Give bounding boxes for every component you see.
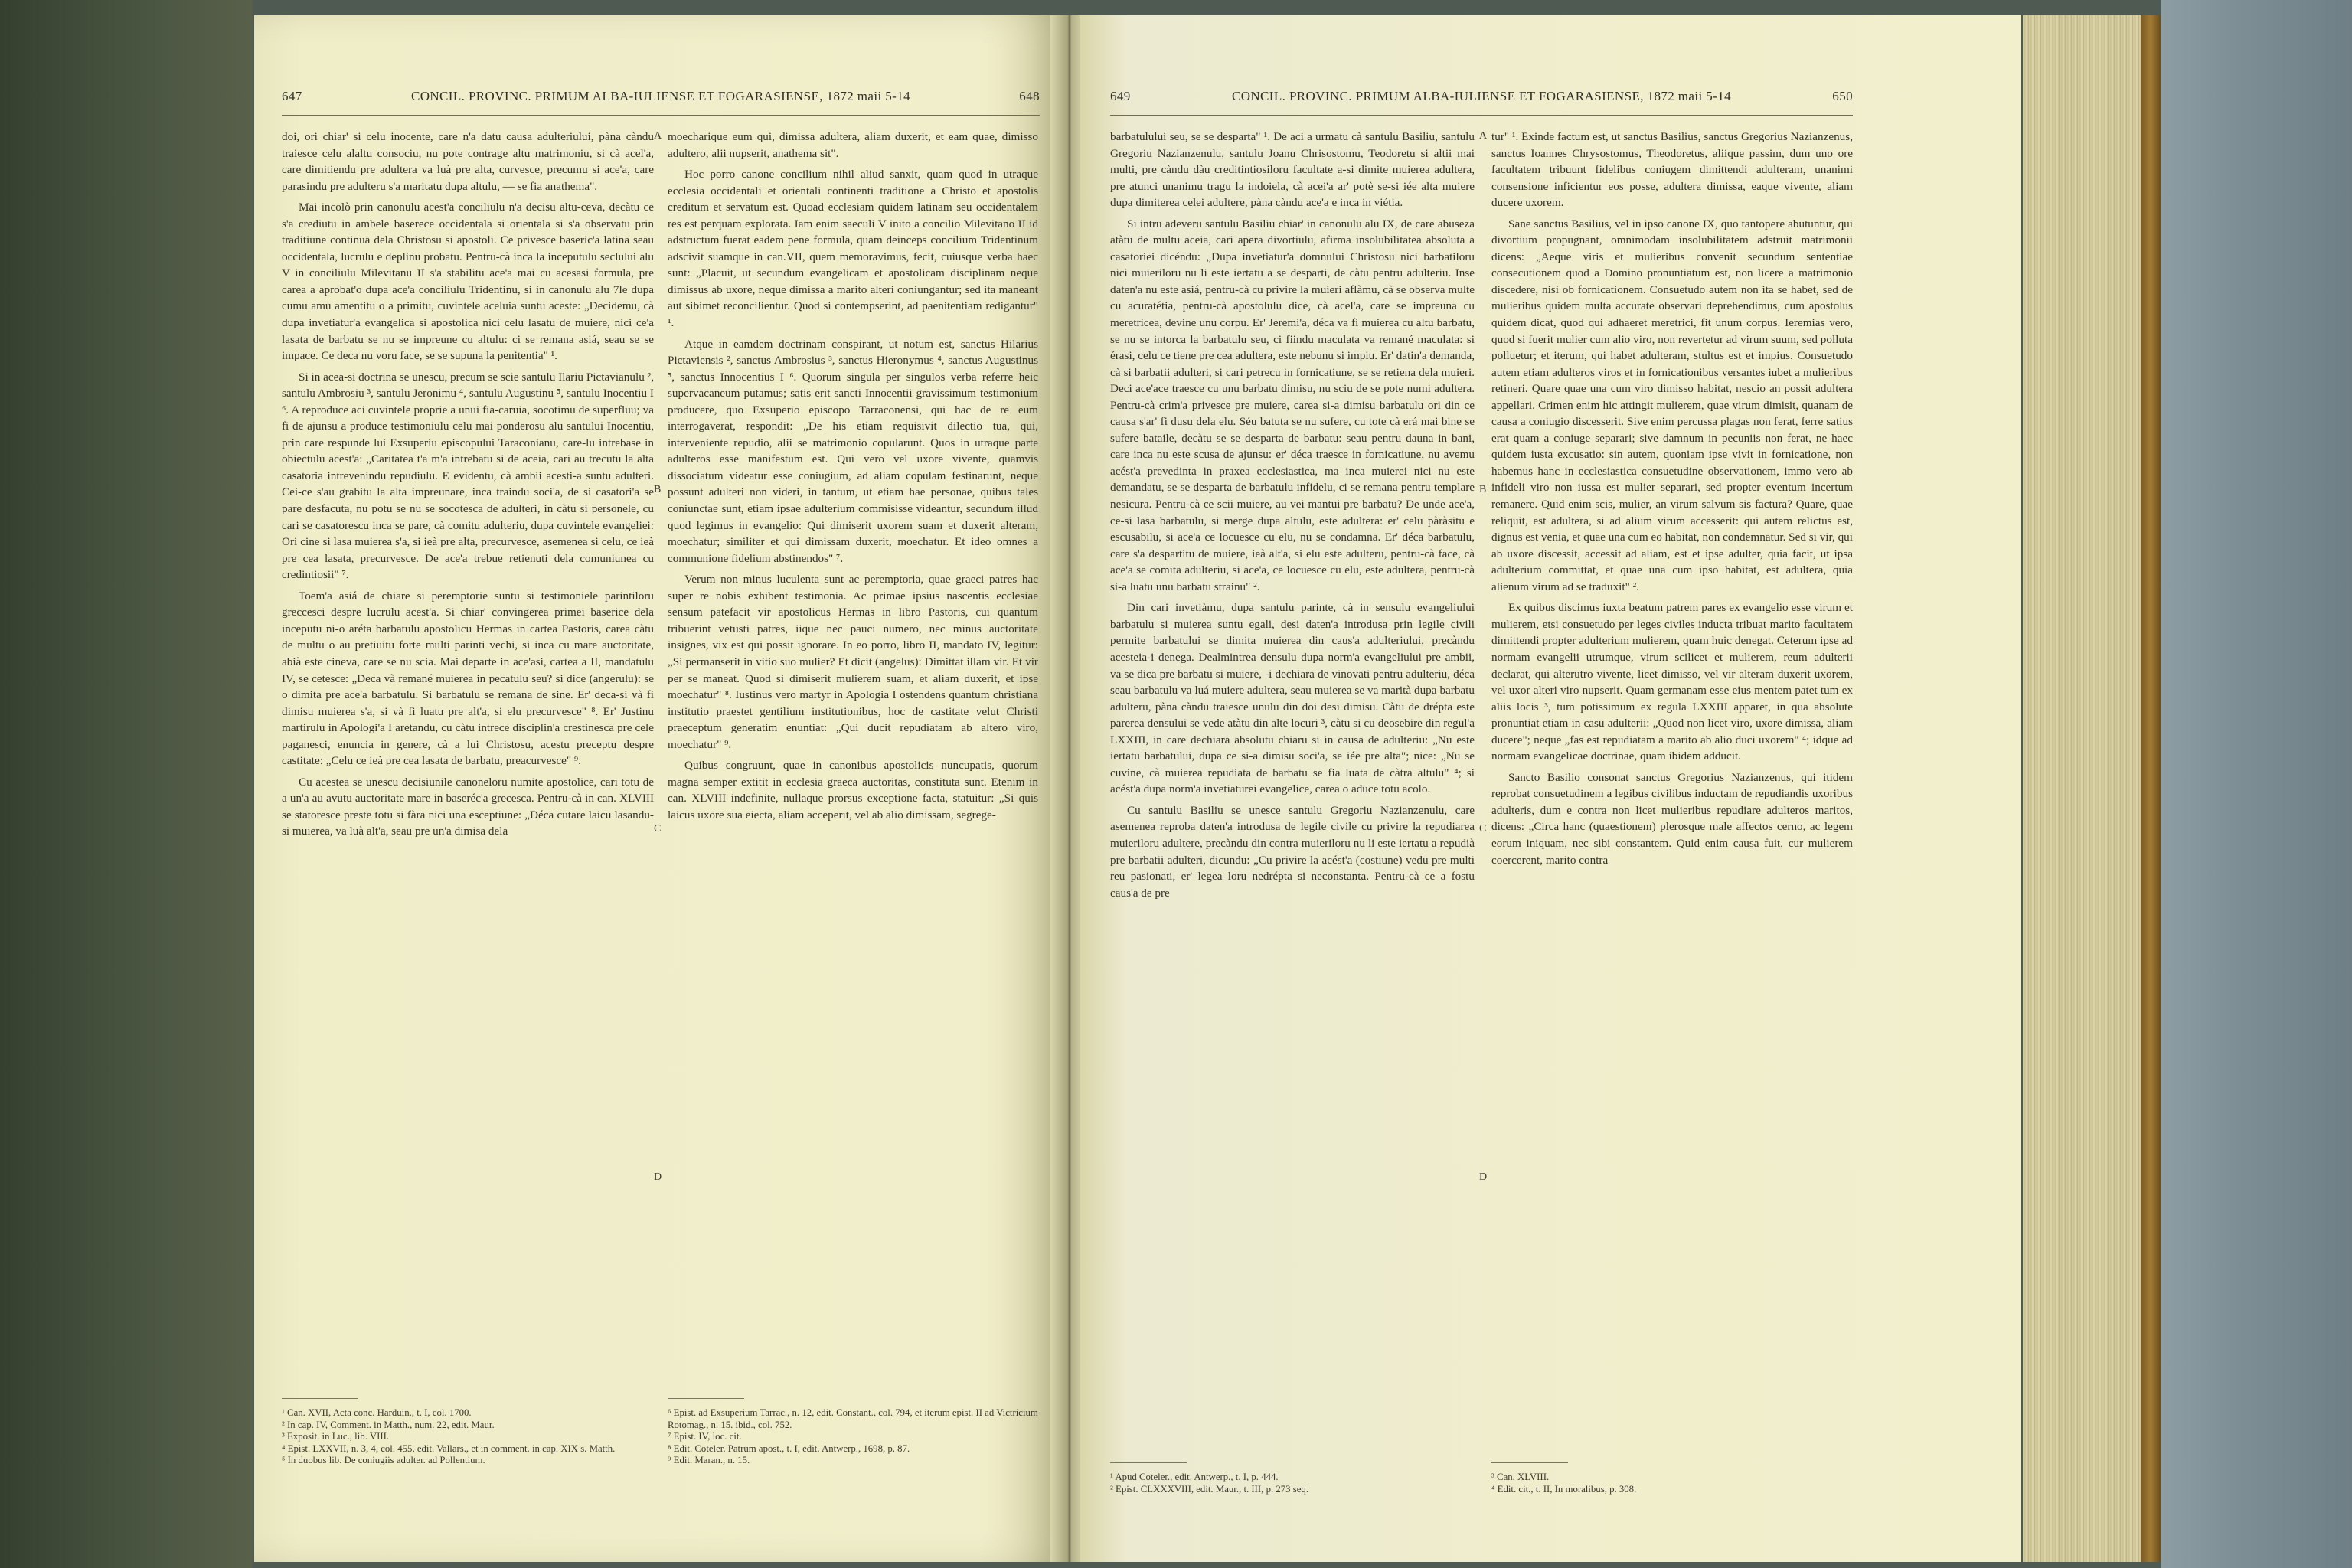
paragraph: Cu acestea se unescu decisiunile canoneloru numite apostolice, cari totu de a un'a au avutu auctoritate mare in baseréc'a grecesca. Pentru-cà in can. XLVIII se statoresce preste totu si fàra nici una esceptiune: „Déca cutare laicu lasandu-si muierea, va luà alt'a, seau pre un'a dimisa dela bbox=[282, 775, 654, 838]
book-fore-edge bbox=[2023, 15, 2161, 1562]
header-rule bbox=[282, 115, 1040, 116]
footnotes-left bbox=[282, 1407, 654, 1467]
section-marker: C bbox=[1479, 823, 1487, 835]
desk-background-right bbox=[2161, 0, 2352, 1568]
right-page bbox=[1080, 15, 2021, 1562]
footnote: ¹ Can. XVII, Acta conc. Harduin., t. I, col. 1700. bbox=[282, 1407, 472, 1418]
page-number: 647 bbox=[282, 89, 302, 103]
page-number: 648 bbox=[1019, 89, 1040, 103]
footnotes-right bbox=[1491, 1472, 1853, 1495]
paragraph: Si in acea-si doctrina se unescu, precum se scie santulu Ilariu Pictavianulu ², santulu Ambrosiu ³, santulu Jeronimu ⁴, santulu Augustinu ⁵, santulu Inocentiu I ⁶. A reproduce aci cuvintele proprie a unui fia-caruia, socotimu de superfluu; va fi de ajunsu a produce testimoniulu celu mai ponderosu alu santului Inocentiu, prin care respunde lui Exsuperiu episcopului Taraconianu, care-lu intrebase in obiectulu acest'a: „Caritatea t'a m'a intrebatu si de aceia, cari au trecutu la alta casatoria intrevenindu repudiulu. E evidentu, cà ambii acesti-a suntu adulteri. Cei-ce s'au grabitu la alta impreunare, inca traindu soci'a, de si casatori'a se pare desfacuta, nu potu se nu se socotesca de adulteri, in càtu si personele, cu cari se casatorescu inca se pare, cà comitu adulteriu, dupa cuvintele evangeliei: Ori cine si lasa muierea s'a, si ieà pre alta, precurvesce, asemenea si celu, ce ieà pre cea lasata, precurvesce. De ace'a trebue retienuti dela comuniunea cu credintiosii" ⁷. bbox=[282, 370, 654, 582]
footnote: ⁴ Epist. LXXVII, n. 3, 4, col. 455, edit. Vallars., et in comment. in cap. XIX s. Matth. bbox=[282, 1442, 616, 1454]
running-title: CONCIL. PROVINC. PRIMUM ALBA-IULIENSE ET FOGARASIENSE, 1872 maii 5-14 bbox=[410, 89, 911, 103]
running-title: CONCIL. PROVINC. PRIMUM ALBA-IULIENSE ET FOGARASIENSE, 1872 maii 5-14 bbox=[1231, 89, 1732, 103]
romanian-column bbox=[1110, 129, 1475, 901]
footnote: ⁸ Edit. Coteler. Patrum apost., t. I, edit. Antwerp., 1698, p. 87. bbox=[668, 1442, 910, 1454]
right-page-header bbox=[1110, 89, 1853, 110]
paragraph: Din cari invetiàmu, dupa santulu parinte, cà in sensulu evangeliului barbatulu si muierea suntu egali, desi daten'a introdusa prin legile civili permite barbatului se dimita muierea din caus'a adulteriului, precàndu acesteia-i denega. Dealmintrea densulu dupa norm'a evangeliului pre ambii, va se dica pre barbatu si muiere, -i dechiara de vinovati pentru adulteriu, déca seau barbatulu va luá muiere adultera, seau muierea se va marità dupa barbatu adulteru, pàna càndu traiesce unulu din doi desi dimisu. Càtu de drépta este parerea densului se vede atàtu din alte locuri ³, càtu si cu deosebire din regul'a LXXIII, in care dechiara absolutu chiaru si in causa de adulteriu: „Nu este iertatu barbatului, dupa ce si-a dimisu soci'a, se iée pre alta"; nice: „Nu se cuvine, cà muierea repudiata de barbatu se fia luata de càtra altulu" ⁴; si acést'a dupa norm'a invetiaturei evangelice, carea o aduce totu acolo. bbox=[1110, 601, 1475, 796]
footnote: ⁶ Epist. ad Exsuperium Tarrac., n. 12, edit. Constant., col. 794, et iterum epist. II ad Victricium Rotomag., n. 15. ibid., col. 752. bbox=[668, 1407, 1038, 1430]
footnote: ² In cap. IV, Comment. in Matth., num. 22, edit. Maur. bbox=[282, 1419, 495, 1430]
section-marker: A bbox=[654, 130, 662, 142]
left-page bbox=[254, 15, 1060, 1562]
section-marker: C bbox=[654, 823, 662, 835]
page-number: 650 bbox=[1832, 89, 1853, 103]
paragraph: Mai incolò prin canonulu acest'a conciliulu n'a decisu altu-ceva, decàtu ce s'a crediutu in ambele baserece occidentala si orientala si s'a observatu prin traditiune continua dela Christosu si apostoli. Ce privesce baseric'a latina seau occidentala, lucrulu e deplinu probatu. Pentru-cà inca la inceputulu seclului alu V in conciliulu Milevitanu II s'a stabilitu ace'a mai cu acesasi formula, pre carea a aprobat'o dupa ace'a conciliulu Tridentinu, si in canonulu alu 7le dupa cumu amu amentitu o a primitu, cuvintele aceluia suntu aceste: „Decidemu, cà dupa invetiatur'a evangelica si apostolica nici celu lasatu de muiere, nici ce'a lasata de barbatu se nu se impreune cu altulu: ci se remana asiá, seau se se impace. Ce deca nu voru face, se se supuna la penitentia" ¹. bbox=[282, 201, 654, 363]
footnote-rule bbox=[668, 1398, 744, 1399]
paragraph: Sancto Basilio consonat sanctus Gregorius Nazianzenus, qui itidem reprobat consuetudinem a legibus civilibus inductam de repudiandis uxoribus adulteris, dum e contra non licet mulieribus repudiare adulteros maritos, dicens: „Circa hanc (quaestionem) plerosque male affectos cerno, ac legem eorum iniquam, nec sibi constantem. Quid enim causa fuit, cur mulierem coercerent, marito contra bbox=[1491, 770, 1853, 867]
latin-column bbox=[668, 129, 1038, 823]
footnote: ⁹ Edit. Maran., n. 15. bbox=[668, 1455, 750, 1466]
footnote: ⁵ In duobus lib. De coniugiis adulter. ad Pollentium. bbox=[282, 1455, 485, 1466]
paragraph: moecharique eum qui, dimissa adultera, aliam duxerit, et eam quae, dimisso adultero, alii nupserit, anathema sit". bbox=[668, 130, 1038, 160]
section-marker: D bbox=[1479, 1171, 1488, 1183]
paragraph: Cu santulu Basiliu se unesce santulu Gregoriu Nazianzenulu, care asemenea reproba daten'a introdusa de legile civile cu privire la repudiarea muieriloru adultere, precàndu din contra muieriloru nu li este iertatu a repudià pre barbatii adulteri, dicundu: „Cu privire la acést'a (costiune) vedu pre multi reu pasionati, er' legea loru nedrépta si neconstanta. Pentru-cà ce a fostu caus'a de pre bbox=[1110, 803, 1475, 900]
footnote-rule bbox=[1491, 1462, 1568, 1463]
paragraph: Quibus congruunt, quae in canonibus apostolicis nuncupatis, quorum magna semper extitit in ecclesia graeca auctoritas, constituta sunt. Etenim in can. XLVIII indefinite, nullaque prorsus exceptione facta, statuitur: „Si quis laicus uxore sua eiecta, aliam acceperit, vel ab alio dimissam, segrege- bbox=[668, 759, 1038, 822]
footnote: ⁴ Edit. cit., t. II, In moralibus, p. 308. bbox=[1491, 1483, 1637, 1494]
paragraph: Sane sanctus Basilius, vel in ipso canone IX, quo tantopere abutuntur, qui divortium propugnant, omnimodam insolubilitatem adstruit matrimonii dicens: „Aeque viris et mulieribus convenit secundum sententiae consecutionem quod a Domino pronuntiatum est, non licere a matrimonio discedere, nisi ob fornicationem. Consuetudo autem non ita se habet, sed de mulieribus quidem multa accurate observari deprehendimus, cum apostolus quidem dicat, quod qui adhaeret meretrici, fit unum corpus. Ieremias vero, quod si fuerit mulier cum alio viro, non revertetur ad virum suum, sed polluta polluetur; et iterum, qui habet adulteram, stultus est et impius. Consuetudo autem etiam adulteros viros et in fornicationibus versantes iubet a mulieribus retineri. Quare quae una cum viro dimisso habitat, nescio an possit adultera appellari. Crimen enim hic attingit mulierem, quae virum dimisit, quanam de causa a coniugio discesserit. Sive enim percussa plagas non ferat, ferre satius erat quam a coniuge separari; sive damnum in pecuniis non ferat, ne haec quidem iusta excusatio: sin autem, quoniam ipse vivit in fornicatione, non habemus hanc in ecclesiastica consuetudine observationem, immo vero ab infideli viro non iussa est mulier separari, sed propter eventum incertum remanere. Quid enim scis, mulier, an virum salvum sis factura? Quare, quae reliquit, est adultera, si ad alium virum accesserit: qui autem relictus est, dignus est venia, et quae una cum eo habitat, non condemnatur. Sed si vir, qui ab uxore discessit, accessit ad aliam, est et ipse adulter, quia facit, ut ipsa adulterium committat, et quae una cum ipso habitat, est adultera, quia alienum virum ad se traduxit" ². bbox=[1491, 217, 1853, 593]
paragraph: Atque in eamdem doctrinam conspirant, ut notum est, sanctus Hilarius Pictaviensis ², sanctus Ambrosius ³, sanctus Hieronymus ⁴, sanctus Augustinus ⁵, sanctus Innocentius I ⁶. Quorum singula per singulos verba referre heic supervacaneum putamus; satis erit sancti Innocentii gravissimum testimonium producere, quo Exsuperio episcopo Tarraconensi, qui hac de re eum interrogaverat, respondit: „De his etiam requisivit dilectio tua, qui, interveniente repudio, alii se matrimonio copularunt. Quos in utraque parte adulteros esse manifestum est. Qui vero vel uxore vivente, quamvis dissociatum videatur esse coniugium, ad aliam copulam festinarunt, neque possunt adulteri non videri, in tantum, ut etiam hae personae, quibus tales coniunctae sunt, etiam ipsae adulterium commisisse videantur, secundum illud quod legimus in evangelio: Qui dimiserit uxorem suam et duxerit alteram, moechatur; similiter et qui dimissam duxerit, moechatur. Et ideo omnes a communione fidelium abstinendos" ⁷. bbox=[668, 337, 1038, 565]
section-marker: D bbox=[654, 1171, 662, 1183]
footnote-rule bbox=[282, 1398, 358, 1399]
open-book bbox=[254, 15, 2161, 1562]
paragraph: Hoc porro canone concilium nihil aliud sanxit, quam quod in utraque ecclesia occidentali et orientali continenti traditione a Christo et apostolis creditum et servatum est. Quoad ecclesiam quidem latinam seu occidentalem res est perquam explorata. Iam enim saeculi V inito a concilio Milevitano II id adstructum fuerat eadem pene formula, quam deinceps concilium Tridentinum adscivit suamque in can.VII, quem memoravimus, fecit, cuiusque verba haec sunt: „Placuit, ut secundum evangelicam et apostolicam disciplinam neque dimissus ab uxore, neque dimissa a marito alteri coniungantur; sed ita maneant aut sibimet reconcilientur. Quod si contempserint, ad paenitentiam redigantur" ¹. bbox=[668, 168, 1038, 330]
page-number: 649 bbox=[1110, 89, 1131, 103]
paragraph: tur" ¹. Exinde factum est, ut sanctus Basilius, sanctus Gregorius Nazianzenus, sanctus Ioannes Chrysostomus, Theodoretus, aliique passim, dum uno ore facultatem tribuunt fidelibus coniugem dimittendi adulteram, unanimi consensione inficientur eos posse, adultera dimissa, eaque vivente, aliam ducere uxorem. bbox=[1491, 130, 1853, 210]
footnotes-right bbox=[668, 1407, 1038, 1467]
paragraph: Toem'a asiá de chiare si peremptorie suntu si testimoniele parintiloru greccesci despre lucrulu acest'a. Si chiar' convingerea primei baserice dela inceputu ni-o aréta barbatulu apostolicu Hermas in cartea Pastoris, carea càtu de multu o au pretiuitu forte multi parinti vechi, si inca cu mare auctoritate, abià este cineva, care se nu scia. Mai departe in ace'asi, cartea a II, mandatulu IV, se cetesce: „Deca và remané muierea in pecatulu seu? si dice (angerulu): se o dimita pre ace'a barbatulu. Si barbatulu se remana de sine. Er' deca-si và fi dimisu muierea s'a, si và fi luatu pre alt'a, si elu precurvesce" ⁸. Er' Justinu martirulu in Apologi'a I aretandu, cu càtu intrece disciplin'a crestinesca pre cele paganesci, enuncia in genere, cà a lui Christosu, acestu preceptu despre castitate: „Celu ce ieà pre cea lasata de barbatu, preacurvesce" ⁹. bbox=[282, 589, 654, 768]
header-rule bbox=[1110, 115, 1853, 116]
paragraph: doi, ori chiar' si celu inocente, care n'a datu causa adulteriului, pàna càndu traiesce celu alaltu consociu, nu pote contrage altu matrimoniu, si cà acel'a, care dimitiendu pre adultera va luà pre alta, curvesce, precumu si ace'a, care parasindu pre adulteru s'a maritatu dupa altulu, — se fia anathema". bbox=[282, 130, 654, 193]
footnote: ⁷ Epist. IV, loc. cit. bbox=[668, 1431, 742, 1442]
footnote-rule bbox=[1110, 1462, 1187, 1463]
paragraph: Si intru adeveru santulu Basiliu chiar' in canonulu alu IX, de care abuseza atàtu de multu aceia, cari apera divortiulu, afirma insolubilitatea absoluta a casatoriei dicéndu: „Dupa invetiatur'a domnului Christosu nici barbatiloru nici muieriloru nu li este iertatu a se desparti, de càtu pentru adulteriu. Inse daten'a nu este asiá, pentru-cà cu privire la muieri aflàmu, cà se observa multe cu acuratétia, pentru-cà apostolulu dice, cà acel'a, care se impreuna cu meretricea, devine unu corpu. Er' Jeremi'a, déca va fi muierea cu altu barbatu, se nu se intorca la barbatulu seu, ci fiindu maculata va remané maculata: si érasi, celu ce tiene pre cea adultera, este nebunu si impiu. Er' datin'a demanda, cà si barbatii adulteri, si cari petrecu in fornicatiune, se se retiena dela muieri. Deci ace'ace traesce cu unu barbatu dimisu, nu sciu de se pote numi adultera. Pentru-cà crim'a privesce pre muiere, carea si-a dimisu barbatulu ori din ce causa s'ar' fi dusu dela elu. Séu batuta se nu sufere, cu tote cà erá mai bine se sufere bataile, decàtu se se desparta de barbatu: seau pentru dauna in bani, care inca nu este scusa de ajunsu: er' déca traesce in fornicatiune, nu avemu acést'a prevedinta in praxea ecclesiastica, ma inca muierei nici nu este demandatu, se se desparta de barbatulu infidelu, ci se remana pentru templare nesicura. Pentru-cà ce scii muiere, au vei mantui pre barbatu? De unde ace'a, ce-si lasa barbatulu, si merge dupa altulu, este adultera: er' celu pàràsitu e escusabilu, si ace'a ce locuesce cu elu, nu se condamna. Er' déca barbatulu, care s'a despartitu de muiere, ieà alt'a, si elu este adulteru, pentru-cà face, cà ace'a se comita adulteriu, si ace'a, ce locuesce cu elu, este adultera, pentru-cà si-a luatu unu barbatu strainu" ². bbox=[1110, 217, 1475, 593]
footnote: ² Epist. CLXXXVIII, edit. Maur., t. III, p. 273 seq. bbox=[1110, 1483, 1309, 1494]
paragraph: Ex quibus discimus iuxta beatum patrem pares ex evangelio esse virum et mulierem, etsi consuetudo per leges civiles inducta tribuat marito facultatem dimittendi propter adulterium mulierem, quam huic denegat. Ceterum ipse ad normam evangelii utrumque, virum scilicet et mulierem, reum adulterii declarat, qui alterutro vivente, licet dimisso, vel vir alteram duxerit uxorem, vel uxor alteri viro nupserit. Quam germanam esse eius mentem patet tum ex aliis locis ³, tum potissimum ex regula LXXIII apparet, in qua absolute pronuntiat etiam in casu adulterii: „Quod non licet viro, uxore dimissa, aliam ducere"; neque „fas est repudiatam a marito ab alio duci uxorem" ⁴; idque ad normam evangelicae doctrinae, quam ibidem adducit. bbox=[1491, 601, 1853, 763]
footnote: ³ Exposit. in Luc., lib. VIII. bbox=[282, 1431, 390, 1442]
paragraph: Verum non minus luculenta sunt ac peremptoria, quae graeci patres hac super re nobis exhibent testimonia. Ac primae ipsius nascentis ecclesiae sensum patefacit vir apostolicus Hermas in libro Pastoris, cui quantum tribuerint vetusti patres, iique nec pauci numero, nec minus auctoritate insignes, vix est qui possit ignorare. In eo porro, libro II, mandato IV, legitur: „Si permanserit in vitio suo mulier? Et dicit (angelus): Dimittat illam vir. Et vir per se maneat. Quod si dimiserit mulierem suam, et aliam duxerit, et ipse moechatur" ⁸. Iustinus vero martyr in Apologia I ostendens quantum christiana institutio praestet gentilium institutionibus, hoc de castitate velut Christi praeceptum generatim enuntiat: „Qui ducit repudiatam ab altero viro, moechatur" ⁹. bbox=[668, 573, 1038, 751]
section-marker: B bbox=[654, 484, 662, 495]
footnote: ³ Can. XLVIII. bbox=[1491, 1472, 1550, 1482]
paragraph: barbatulului seu, se se desparta" ¹. De aci a urmatu cà santulu Basiliu, santulu Gregoriu Nazianzenulu, santulu Joanu Chrisostomu, Teodoretu si altii mai multi, pre càndu dàu creditintiosiloru facultate a-si dimite muierea adultera, pre atunci unanimu tragu la indoiela, cà acei'a ar' potè se-si iée alta muiere dupa dimiterea celei adultere, pàna càndu ace'a e inca in viétia. bbox=[1110, 130, 1475, 210]
section-marker: A bbox=[1479, 130, 1488, 142]
footnotes-left bbox=[1110, 1472, 1475, 1495]
latin-column bbox=[1491, 129, 1853, 868]
desk-background-left bbox=[0, 0, 253, 1568]
left-page-header bbox=[282, 89, 1040, 110]
romanian-column bbox=[282, 129, 654, 840]
footnote: ¹ Apud Coteler., edit. Antwerp., t. I, p. 444. bbox=[1110, 1472, 1279, 1482]
book-cover-edge bbox=[2141, 15, 2161, 1562]
section-marker: B bbox=[1479, 484, 1487, 495]
